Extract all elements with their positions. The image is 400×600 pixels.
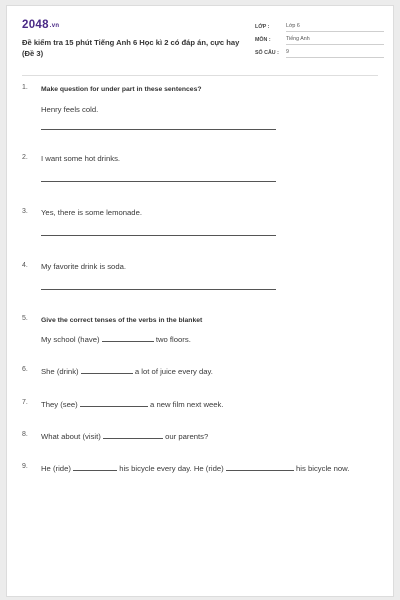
question-instruction: Make question for under part in these sentences? [41,86,202,93]
site-logo[interactable] [22,19,59,31]
question-number: 1. [22,84,28,91]
answer-blank[interactable] [103,430,163,439]
question-count-label: SỐ CÂU : [255,50,279,56]
logo-domain: .vn [49,23,60,29]
question-sentence [41,462,386,475]
subject-label: MÔN : [255,37,271,43]
question-number: 4. [22,262,28,269]
worksheet-page [6,5,394,597]
answer-line[interactable] [41,289,276,290]
question-number: 6. [22,366,28,373]
subject-value: Tiếng Anh [286,36,384,45]
question-number: 5. [22,315,28,322]
question-number: 9. [22,463,28,470]
question-number: 2. [22,154,28,161]
question-sentence: I want some hot drinks. [41,154,121,163]
sentence-start: He (ride) [41,464,71,473]
question-sentence: Yes, there is some lemonade. [41,208,142,217]
question-number: 7. [22,399,28,406]
sentence-start: What about (visit) [41,432,101,441]
class-label: LỚP : [255,24,270,30]
question-instruction: Give the correct tenses of the verbs in the blanket [41,317,203,324]
question-number: 8. [22,431,28,438]
answer-blank[interactable] [80,398,148,407]
question-sentence [41,430,386,443]
question-number: 3. [22,208,28,215]
answer-blank[interactable] [81,365,133,374]
question-sentence: My favorite drink is soda. [41,262,127,271]
question-sentence [41,398,386,411]
class-value: Lớp 6 [286,23,384,32]
answer-line[interactable] [41,129,276,130]
sentence-end: our parents? [165,432,209,441]
sentence-start: She (drink) [41,367,79,376]
answer-line[interactable] [41,181,276,182]
question-sentence [41,333,191,344]
question-sentence [41,365,386,378]
sentence-middle: his bicycle every day. He (ride) [119,464,224,473]
sentence-end: two floors. [155,335,191,344]
sentence-start: They (see) [41,400,78,409]
answer-blank[interactable] [73,462,117,471]
header-divider [22,75,378,76]
sentence-start: My school (have) [41,335,100,344]
sentence-end: a new film next week. [150,400,224,409]
worksheet-title: Đề kiểm tra 15 phút Tiếng Anh 6 Học kì 2 có đáp án, cực hay (Đề 3) [22,38,240,58]
answer-line[interactable] [41,235,276,236]
answer-blank[interactable] [102,333,154,342]
question-sentence: Henry feels cold. [41,105,99,114]
logo-text: 2048 [22,19,49,31]
question-count-value: 9 [286,49,384,58]
answer-blank[interactable] [226,462,294,471]
sentence-end: a lot of juice every day. [134,367,213,376]
sentence-end: his bicycle now. [296,464,350,473]
